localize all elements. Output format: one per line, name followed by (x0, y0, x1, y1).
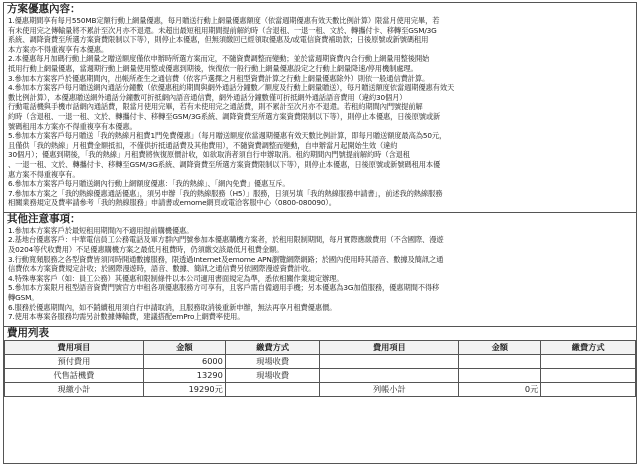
subtotal-label: 列帳小計 (320, 382, 459, 396)
promo-line: 7.參加本方案之「我的熱線優惠通話優惠」，須另申辦「我的熱線服務（H5）」服務，日須另填「我的熱線服務申請書」，前述我的熱線服務 (8, 188, 443, 198)
header-item-left: 費用項目 (5, 340, 144, 354)
fee-amount (459, 354, 541, 368)
promo-line: 4.參加本方案客戶每月贈送網內通話分鐘數（依優惠租約期間與網外通話分鐘數／額度及行動上網量贈送），每月贈送額度依當週期優惠有效天 (8, 83, 455, 93)
fee-method (541, 354, 636, 368)
promo-line: 約時（含退租、一退一租、文於、轉攜付卡、移轉至GSM/3G系統、調降資費至所選方案資費限制以下等），則停止本優惠，日後原號或新 (8, 111, 441, 121)
promo-line: 抵用行動上網量優惠，當週期行動上網量使用整或優惠到期後，恢復依一般行動上網量優惠設定之行動上網量降速/停用機制處理。 (8, 63, 418, 73)
subtotal-row (5, 382, 636, 396)
fee-amount: 13290 (143, 368, 225, 382)
note-line: 轉GSM。 (8, 293, 39, 303)
subtotal-method (541, 382, 636, 396)
subtotal-amount: 19290元 (143, 382, 225, 396)
fee-amount (459, 368, 541, 382)
fees-table (4, 340, 636, 397)
note-line: 4.特殊專案客戶（如：員工公務）其優惠和限制條件以本公司適用書面規定為準，悉依相關作業規定辦理。 (8, 273, 344, 283)
header-method-right: 繳費方式 (541, 340, 636, 354)
promo-line: 30個月）；優惠到期後，「我的熱線」月租費將恢復原價計收，如欲取消者須自行申辦取消。租約期間內門號提前解約時（含退租 (8, 150, 410, 160)
note-line: 5.參加本方案限月租型語音資費門號官方申租各項優惠服務方可享有，且客戶需自備適用手機；另本優惠為3G加值服務，優惠期間不得移 (8, 283, 440, 293)
note-line: 7.使用本專案各服務均需另計數據傳輸費，建議搭配emPro上網費率使用。 (8, 312, 245, 322)
promo-line: 3.參加本方案客戶於優惠期間內，出帳所產生之通信費（依客戶選擇之月租型資費計算之行動上網量優惠除外）則依一般通信費計算。 (8, 73, 430, 83)
promo-line: 有未使用完之傳輸量將不累計至次月亦不退還。未超出最短租用期間提前解約時（含退租、一退一租、文於、轉攜付卡、移轉至GSM/3G (8, 25, 437, 35)
fee-amount: 6000 (143, 354, 225, 368)
fee-method: 現場收費 (225, 368, 320, 382)
notes-title: 其他注意事項： (7, 212, 81, 225)
fee-item: 代售話機費 (5, 368, 144, 382)
promo-title: 方案優惠內容： (7, 3, 81, 15)
fees-section (4, 327, 636, 397)
promo-line: 6.參加本方案客戶每月贈送網內行動上網額度優惠：「我的熱線」、「網內免費」優惠互斥。 (8, 179, 290, 189)
fee-method: 現場收費 (225, 354, 320, 368)
note-line: 2.基地台優惠客戶：中華電信員工公務電話及軍方群內門號參加本優惠購機方案者，於租用限制期間，每月實際應繳費用（不含國際、漫遊 (8, 235, 444, 245)
promo-line: 惠方案不得重複享有。 (8, 169, 80, 179)
header-amount-right: 金額 (459, 340, 541, 354)
promo-line: 行動電話機與手機市話網內通話費，限當月使用完畢，若有未使用完之通話費，則不累計至次月亦不退還。若租約期間內門號提前解 (8, 102, 423, 112)
table-row (5, 368, 636, 382)
fees-header-row (5, 340, 636, 354)
promo-line: 相關業務規定及費率請參考「我的熱線服務」申請書或emome網頁或電洽客服中心（0800-080090）。 (8, 198, 336, 208)
note-line: 信費依本方案資費規定計收；於國際漫遊時，語音、數據、簡訊之通信費另依國際漫遊資費計收。 (8, 264, 316, 274)
header-amount-left: 金額 (143, 340, 225, 354)
subtotal-amount: 0元 (459, 382, 541, 396)
notes-section (4, 213, 636, 322)
note-line: 1.參加本方案客戶於最短租用期間內不適用提前購機優惠。 (8, 225, 194, 235)
promo-line: 1.優惠期間享有每月550MB定額行動上網量優惠，每月贈送行動上網量優惠額度（依當週期優惠有效天數比例計算）限當月使用完畢，若 (8, 16, 440, 25)
fee-item (320, 354, 459, 368)
fee-method (541, 368, 636, 382)
note-line: 及0204等代收費用）不足優惠購機方案之最低月租費時，仍須繳交該最低月租費金額。 (8, 245, 284, 255)
subtotal-label: 現繳小計 (5, 382, 144, 396)
promo-line: 且僅供「我的熱線」月租費金額抵扣，不僅供折抵通話費及其他費用），不隨資費調整而變動，自申辦當月起開始生效（違約 (8, 140, 398, 150)
promo-line: 號碼租用本方案亦不得重複享有本優惠。 (8, 121, 137, 131)
header-item-right: 費用項目 (320, 340, 459, 354)
fee-item: 預付費用 (5, 354, 144, 368)
promo-line: 5.參加本方案客戶每月贈送「我的熱線月租費1門免費優惠」（每月贈送額度依當週期優惠有效天數比例計算，即每月贈送額度最高為50元， (8, 131, 447, 141)
promo-line: 本方案亦不得重複享有本優惠。 (8, 44, 109, 54)
fees-title: 費用列表 (7, 326, 49, 339)
contract-page (3, 2, 637, 464)
notes-lines (4, 226, 636, 322)
promo-line: 2.本優惠每月加碼行動上網量之贈送額度僅依申辦時所選方案而定，不隨資費調整而變動；並於當週期資費內合行動上網量用整後開始 (8, 54, 430, 64)
fee-item (320, 368, 459, 382)
promo-line: 數比例計算），本優惠贈送網外通話分鐘數可折抵網內語音通信費，網外通話分鐘數僅可折抵網外通話語音費用（違約30個月） (8, 92, 407, 102)
promo-line: 系統、調降資費至所選方案資費限制以下等），則停止本優惠，但無須繳回已經領取優惠及/或電信資費補助款；日後原號或新號碼租用 (8, 35, 429, 45)
promo-section (4, 3, 636, 208)
promo-lines (4, 16, 636, 208)
table-row (5, 354, 636, 368)
subtotal-method (225, 382, 320, 396)
note-line: 3.行動寬頻服務之各型資費皆須同時開通數據服務，限透過Internet及emome APN瀏覽網際網路；於國內使用時其語音、數據及簡訊之通 (8, 254, 444, 264)
note-line: 6.服務於優惠期間內，如不銷續租用須自行申請取消，且服務取消後重新申辦，無法再享月租費優惠價。 (8, 302, 337, 312)
promo-line: 、一退一租、文於、轉攜付卡、移轉至GSM/3G系統、調降資費至所選方案資費限制以下等），則停止本優惠，日後原號或新號碼租用本優 (8, 159, 441, 169)
header-method-left: 繳費方式 (225, 340, 320, 354)
